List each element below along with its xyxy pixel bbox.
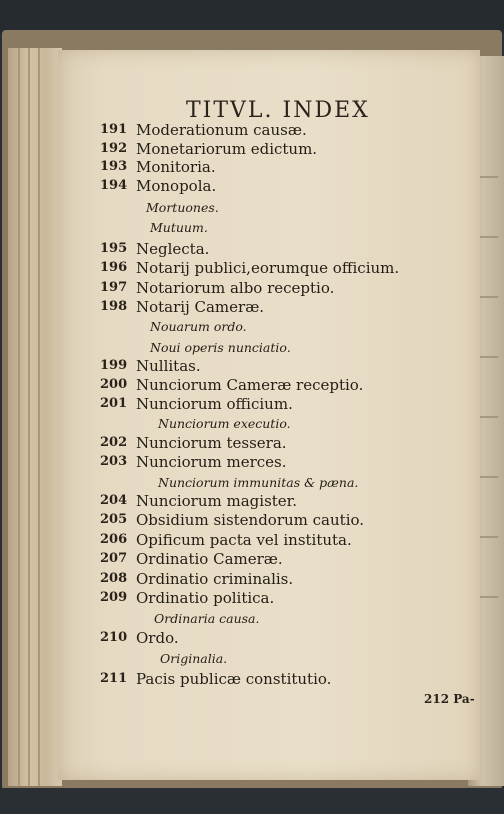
entry-number: 203 (100, 454, 128, 469)
entry-number: 197 (100, 280, 128, 295)
entry-text: Monetariorum edictum. (136, 140, 318, 158)
entry-number: 209 (100, 590, 128, 605)
entry-number: 200 (100, 377, 128, 392)
entry-text: Mortuones. (146, 200, 219, 215)
entry-text: Ordo. (136, 629, 179, 647)
entry-number: 211 (100, 671, 128, 686)
entry-text: Nouarum ordo. (150, 319, 247, 334)
entry-number: 195 (100, 241, 128, 256)
page-stack-edge (8, 48, 62, 786)
entry-number: 196 (100, 260, 128, 275)
entry-text: Notarij publici,eorumque officium. (136, 259, 400, 277)
entry-text: Ordinatio criminalis. (136, 570, 294, 588)
entry-text: Nunciorum Cameræ receptio. (136, 376, 364, 394)
entry-text: Neglecta. (136, 240, 210, 258)
entry-text: Nunciorum executio. (158, 416, 291, 431)
entry-text: Originalia. (160, 651, 228, 666)
entry-text: Nunciorum merces. (136, 453, 287, 471)
catchword: 212 Pa- (424, 692, 475, 706)
entry-text: Nunciorum officium. (136, 395, 293, 413)
entry-text: Notarij Cameræ. (136, 298, 265, 316)
entry-number: 199 (100, 358, 128, 373)
entry-text: Nullitas. (136, 357, 201, 375)
entry-text: Ordinatio politica. (136, 589, 275, 607)
entry-number: 206 (100, 532, 128, 547)
entry-number: 191 (100, 122, 128, 137)
entry-text: Mutuum. (150, 220, 208, 235)
entry-text: Pacis publicæ constitutio. (136, 670, 332, 688)
entry-number: 202 (100, 435, 128, 450)
entry-number: 201 (100, 396, 128, 411)
entry-number: 194 (100, 178, 128, 193)
entry-text: Nunciorum immunitas & pæna. (158, 475, 359, 490)
entry-number: 204 (100, 493, 128, 508)
entry-text: Monopola. (136, 177, 217, 195)
entry-text: Moderationum causæ. (136, 121, 307, 139)
background-bottom (0, 788, 504, 814)
entry-text: Ordinaria causa. (154, 611, 260, 626)
entry-number: 207 (100, 551, 128, 566)
entry-text: Monitoria. (136, 158, 216, 176)
entry-number: 205 (100, 512, 128, 527)
entry-text: Nunciorum magister. (136, 492, 297, 510)
entry-text: Opificum pacta vel instituta. (136, 531, 352, 549)
entry-number: 198 (100, 299, 128, 314)
entry-text: Obsidium sistendorum cautio. (136, 511, 365, 529)
entry-text: Notariorum albo receptio. (136, 279, 335, 297)
entry-text: Noui operis nunciatio. (150, 340, 291, 355)
book-cover-top (0, 0, 504, 34)
entry-text: Ordinatio Cameræ. (136, 550, 283, 568)
entry-number: 208 (100, 571, 128, 586)
entry-number: 193 (100, 159, 128, 174)
page-title: TITVL. INDEX (186, 98, 370, 123)
entry-number: 210 (100, 630, 128, 645)
entry-number: 192 (100, 141, 128, 156)
entry-text: Nunciorum tessera. (136, 434, 287, 452)
